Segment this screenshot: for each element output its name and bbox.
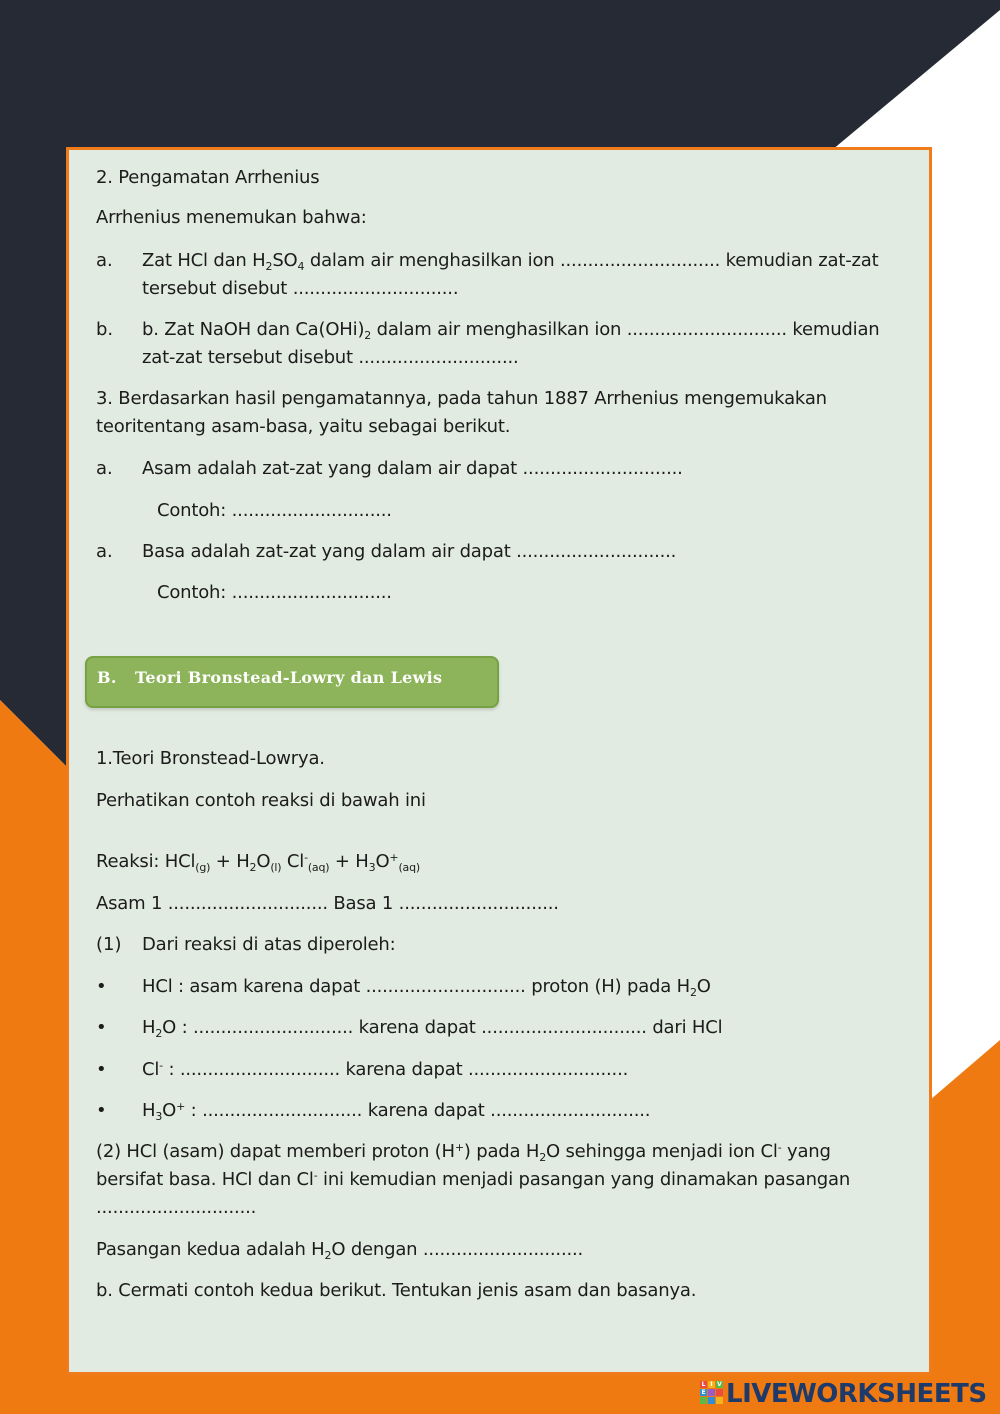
base-definition: Basa adalah zat-zat yang dalam air dapat ............................. bbox=[142, 541, 677, 562]
section-b-letter: B. bbox=[97, 668, 117, 687]
q1-text: Dari reaksi di atas diperoleh: bbox=[142, 934, 396, 955]
logo-letter-v: V bbox=[717, 1381, 722, 1388]
acid-def-label: a. bbox=[96, 458, 113, 479]
second-pair-line: Pasangan kedua adalah $H_2O$ dengan ............................. bbox=[96, 1239, 584, 1262]
liveworksheets-logo[interactable] bbox=[700, 1378, 998, 1412]
section-b-heading bbox=[85, 656, 499, 708]
liveworksheets-wordmark: LIVEWORKSHEETS bbox=[726, 1379, 987, 1409]
q1-label: (1) bbox=[96, 934, 122, 955]
paragraph-2-line3: ............................. bbox=[96, 1197, 257, 1218]
bullet-4-text: $H_3O^+$ : ............................. karena dapat ............................. bbox=[142, 1100, 651, 1123]
bullet-3: • bbox=[96, 1059, 107, 1080]
acid-base-pair-line: Asam 1 ............................. Basa 1 ............................. bbox=[96, 893, 559, 914]
acid-definition: Asam adalah zat-zat yang dalam air dapat ............................. bbox=[142, 458, 683, 479]
bullet-4: • bbox=[96, 1100, 107, 1121]
item-b-line1: b. Zat NaOH dan $Ca(OHi)_2$ dalam air menghasilkan ion ............................. kemudian bbox=[142, 319, 880, 342]
orange-background-shape bbox=[0, 700, 70, 1414]
orange-right-shape bbox=[930, 1040, 1000, 1414]
section-2-title: 2. Pengamatan Arrhenius bbox=[96, 167, 320, 188]
item-b-label: b. bbox=[96, 319, 114, 340]
bullet-3-text: Cl- : ............................. karena dapat ............................. bbox=[142, 1059, 629, 1080]
section-b-title: Teori Bronstead-Lowry dan Lewis bbox=[135, 668, 443, 687]
section-3-line1: 3. Berdasarkan hasil pengamatannya, pada tahun 1887 Arrhenius mengemukakan bbox=[96, 388, 827, 409]
reaction-equation: Reaksi: $HCl_{(g)} + H_2O_{(l)}$ $Cl^-_{(aq)} + H_3O^+_{(aq)}$ bbox=[96, 851, 420, 874]
liveworksheets-icon bbox=[700, 1381, 724, 1409]
logo-square bbox=[716, 1389, 723, 1396]
item-a-label: a. bbox=[96, 250, 113, 271]
bronsted-title: 1.Teori Bronstead-Lowrya. bbox=[96, 748, 325, 769]
item-b-line2: zat-zat tersebut disebut ............................. bbox=[142, 347, 519, 368]
logo-square bbox=[716, 1397, 723, 1404]
bullet-1: • bbox=[96, 976, 107, 997]
logo-letter-i: I bbox=[708, 1381, 715, 1388]
instruction-b: b. Cermati contoh kedua berikut. Tentukan jenis asam dan basanya. bbox=[96, 1280, 697, 1301]
logo-square bbox=[708, 1397, 715, 1404]
bullet-2-text: $H_2O$ : ............................. karena dapat .............................. dari HCl bbox=[142, 1017, 723, 1040]
bronsted-intro: Perhatikan contoh reaksi di bawah ini bbox=[96, 790, 426, 811]
item-a-line2: tersebut disebut .............................. bbox=[142, 278, 459, 299]
item-a-line1: Zat HCl dan $H_2SO_4$ dalam air menghasilkan ion ............................. kemudian zat-zat bbox=[142, 250, 879, 273]
paragraph-2-line2: bersifat basa. HCl dan Cl- ini kemudian menjadi pasangan yang dinamakan pasangan bbox=[96, 1169, 851, 1190]
section-3-line2: teoritentang asam-basa, yaitu sebagai berikut. bbox=[96, 416, 511, 437]
acid-example: Contoh: ............................. bbox=[157, 500, 392, 521]
bullet-1-text: HCl : asam karena dapat ............................. proton (H) pada $H_2O$ bbox=[142, 976, 711, 999]
section-2-intro: Arrhenius menemukan bahwa: bbox=[96, 207, 367, 228]
logo-square bbox=[700, 1397, 707, 1404]
logo-letter-l: L bbox=[701, 1381, 706, 1388]
navy-left-shape bbox=[0, 150, 70, 770]
base-def-label: a. bbox=[96, 541, 113, 562]
paragraph-2-line1: (2) HCl (asam) dapat memberi proton (H+) pada $H_2O$ sehingga menjadi ion Cl- yang bbox=[96, 1141, 831, 1164]
logo-letter-e: E bbox=[701, 1389, 706, 1396]
bullet-2: • bbox=[96, 1017, 107, 1038]
base-example: Contoh: ............................. bbox=[157, 582, 392, 603]
logo-square bbox=[708, 1389, 715, 1396]
